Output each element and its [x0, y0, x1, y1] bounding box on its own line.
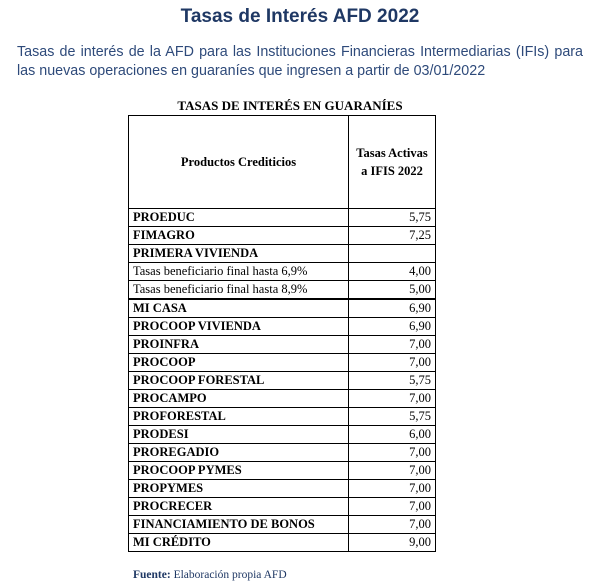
- table-row: [129, 408, 436, 426]
- table-row: [129, 281, 436, 300]
- rate-cell: 6,90: [349, 299, 436, 318]
- product-cell: MI CRÉDITO: [129, 534, 349, 552]
- source-label: Fuente:: [133, 569, 171, 581]
- table-row: [129, 444, 436, 462]
- header-rates-line1: Tasas Activas: [356, 146, 428, 160]
- product-cell: PROCOOP PYMES: [129, 462, 349, 480]
- product-cell: PROEDUC: [129, 209, 349, 227]
- table-row: [129, 462, 436, 480]
- table-row: [129, 299, 436, 318]
- product-cell: PRODESI: [129, 426, 349, 444]
- table-row: [129, 318, 436, 336]
- rate-cell: 7,00: [349, 516, 436, 534]
- page-title: Tasas de Interés AFD 2022: [180, 6, 420, 27]
- table-row: [129, 336, 436, 354]
- rate-cell: 4,00: [349, 263, 436, 281]
- rate-cell: 7,00: [349, 390, 436, 408]
- intro-paragraph: Tasas de interés de la AFD para las Instituciones Financieras Intermediarias (IFIs) para las nuevas operaciones en guaraníes que ingresen a partir de 03/01/2022: [17, 44, 583, 79]
- product-cell: PROFORESTAL: [129, 408, 349, 426]
- product-cell: Tasas beneficiario final hasta 8,9%: [129, 281, 349, 300]
- rate-cell: 6,00: [349, 426, 436, 444]
- table-row: [129, 263, 436, 281]
- rate-cell: 7,00: [349, 354, 436, 372]
- rate-cell: 7,00: [349, 336, 436, 354]
- rate-cell: 5,75: [349, 408, 436, 426]
- header-rates-line2: a IFIS 2022: [361, 164, 423, 178]
- source-text: Elaboración propia AFD: [173, 569, 287, 581]
- rate-cell: 5,00: [349, 281, 436, 300]
- product-cell: FINANCIAMIENTO DE BONOS: [129, 516, 349, 534]
- table-row: [129, 245, 436, 263]
- source-note: [133, 569, 287, 581]
- product-cell: PROCOOP FORESTAL: [129, 372, 349, 390]
- rate-cell: 5,75: [349, 372, 436, 390]
- product-cell: Tasas beneficiario final hasta 6,9%: [129, 263, 349, 281]
- product-cell: PROREGADIO: [129, 444, 349, 462]
- table-row: [129, 390, 436, 408]
- product-cell: PROCRECER: [129, 498, 349, 516]
- table-row: [129, 209, 436, 227]
- rate-cell: 6,90: [349, 318, 436, 336]
- table-row: [129, 498, 436, 516]
- rate-cell: 5,75: [349, 209, 436, 227]
- header-products: Productos Crediticios: [129, 116, 349, 209]
- product-cell: FIMAGRO: [129, 227, 349, 245]
- table-row: [129, 516, 436, 534]
- rate-cell: [349, 245, 436, 263]
- product-cell: PROINFRA: [129, 336, 349, 354]
- table-row: [129, 372, 436, 390]
- rate-cell: 7,00: [349, 498, 436, 516]
- product-cell: PROCOOP: [129, 354, 349, 372]
- rate-cell: 7,00: [349, 480, 436, 498]
- table-row: [129, 227, 436, 245]
- rate-cell: 7,00: [349, 462, 436, 480]
- table-row: [129, 480, 436, 498]
- header-rates: [349, 116, 436, 209]
- product-cell: PROCAMPO: [129, 390, 349, 408]
- product-cell: PROCOOP VIVIENDA: [129, 318, 349, 336]
- product-cell: PROPYMES: [129, 480, 349, 498]
- rate-cell: 7,00: [349, 444, 436, 462]
- table-header-row: [129, 116, 436, 209]
- rate-cell: 9,00: [349, 534, 436, 552]
- table-row: [129, 534, 436, 552]
- table-row: [129, 426, 436, 444]
- product-cell: MI CASA: [129, 299, 349, 318]
- table-heading: TASAS DE INTERÉS EN GUARANÍES: [177, 98, 403, 113]
- product-cell: PRIMERA VIVIENDA: [129, 245, 349, 263]
- rates-table: [128, 115, 436, 552]
- table-row: [129, 354, 436, 372]
- rate-cell: 7,25: [349, 227, 436, 245]
